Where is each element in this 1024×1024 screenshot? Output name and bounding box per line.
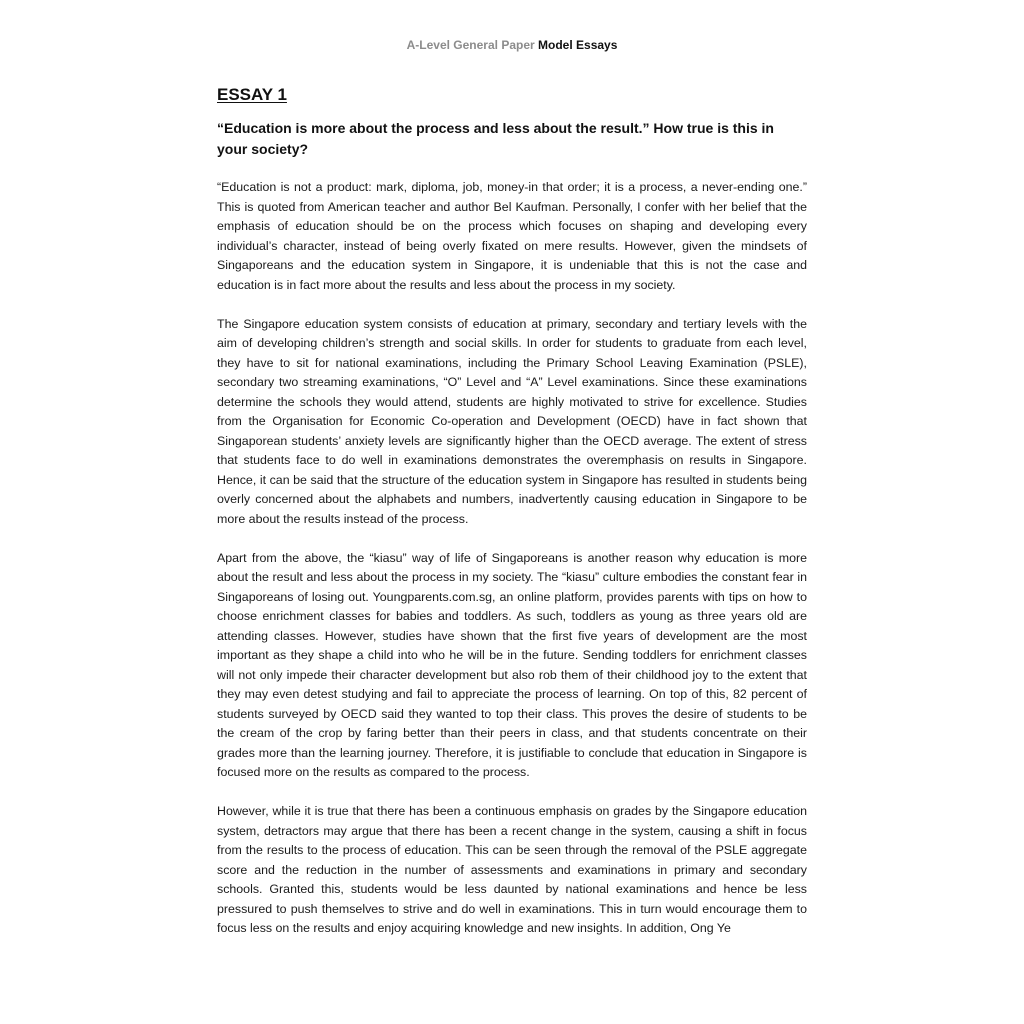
- essay-paragraph-2: The Singapore education system consists of education at primary, secondary and tertiary levels with the aim of developing children’s strength and social skills. In order for students to graduate from each level, they have to sit for national examinations, including the Primary School Leaving Examination (PSLE), secondary two streaming examinations, “O” Level and “A” Level examinations. Since these examinations determine the schools they would attend, students are highly motivated to strive for excellence. Studies from the Organisation for Economic Co-operation and Development (OECD) have in fact shown that Singaporean students’ anxiety levels are significantly higher than the OECD average. The extent of stress that students face to do well in examinations demonstrates the overemphasis on results in Singapore. Hence, it can be said that the structure of the education system in Singapore has resulted in students being overly concerned about the alphabets and numbers, inadvertently causing education in Singapore to be more about the results instead of the process.: [217, 316, 807, 526]
- essay-body: [217, 84, 807, 958]
- essay-paragraph-1: “Education is not a product: mark, diploma, job, money-in that order; it is a process, a never-ending one.” This is quoted from American teacher and author Bel Kaufman. Personally, I confer with her belief that the emphasis of education should be on the process which focuses on shaping and developing every individual’s character, instead of being overly fixated on mere results. However, given the mindsets of Singaporeans and the education system in Singapore, it is undeniable that this is not the case and education is in fact more about the results and less about the process in my society.: [217, 180, 807, 292]
- essay-heading: ESSAY 1: [217, 85, 287, 104]
- header-title-suffix: Model Essays: [538, 38, 618, 52]
- essay-paragraph-3: Apart from the above, the “kiasu” way of life of Singaporeans is another reason why education is more about the result and less about the process in my society. The “kiasu” culture embodies the constant fear in Singaporeans of losing out. Youngparents.com.sg, an online platform, provides parents with tips on how to choose enrichment classes for babies and toddlers. As such, toddlers as young as three years old are attending classes. However, studies have shown that the first five years of development are the most important as they shape a child into who he will be in the future. Sending toddlers for enrichment classes will not only impede their character development but also rob them of their childhood joy to the extent that they may even detest studying and fail to appreciate the process of learning. On top of this, 82 percent of students surveyed by OECD said they wanted to top their class. This proves the desire of students to be the cream of the crop by faring better than their peers in class, and that students concentrate on their grades more than the learning journey. Therefore, it is justifiable to conclude that education in Singapore is focused more on the results as compared to the process.: [217, 550, 807, 779]
- essay-paragraph-4: However, while it is true that there has been a continuous emphasis on grades by the Singapore education system, detractors may argue that there has been a recent change in the system, causing a shift in focus from the results to the process of education. This can be seen through the removal of the PSLE aggregate score and the reduction in the number of assessments and examinations in primary and secondary schools. Granted this, students would be less daunted by national examinations and hence be less pressured to push themselves to strive and do well in examinations. This in turn would encourage them to focus less on the results and enjoy acquiring knowledge and new insights. In addition, Ong Ye: [217, 804, 807, 935]
- running-header: [0, 37, 1024, 53]
- header-title-prefix: A-Level General Paper: [406, 38, 535, 52]
- essay-question: “Education is more about the process and less about the result.” How true is this in your society?: [217, 120, 774, 157]
